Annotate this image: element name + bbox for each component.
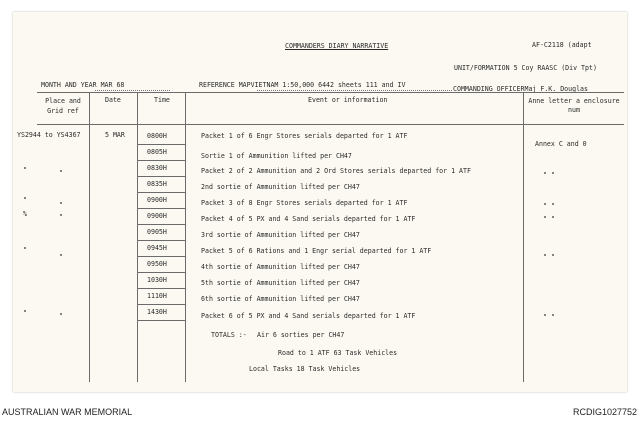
row-date: " [59, 312, 63, 320]
row-event: Packet 3 of 8 Engr Stores serials departed for 1 ATF [201, 199, 408, 207]
row-time: 0900H [147, 212, 167, 220]
row-event: 3rd sortie of Ammunition lifted per CH47 [201, 231, 360, 239]
row-event: 4th sortie of Ammunition lifted per CH47 [201, 263, 360, 271]
row-time: 1430H [147, 308, 167, 316]
col-header-time: Time [154, 96, 170, 104]
row-annex: " " [543, 313, 555, 321]
row-place: " [23, 246, 27, 254]
co-label: COMMANDING OFFICER [453, 85, 525, 93]
row-place: % [23, 210, 27, 218]
row-time: 0950H [147, 260, 167, 268]
col-header-place: Place and Grid ref [45, 97, 81, 115]
map-value: VIETNAM 1:50,000 6442 sheets 111 and IV [250, 81, 406, 89]
month-underline [95, 90, 170, 91]
map-label: REFERENCE MAP [199, 81, 251, 89]
row-time: 0805H [147, 148, 167, 156]
row-event: Packet 4 of 5 PX and 4 Sand serials departed for 1 ATF [201, 215, 416, 223]
col-header-event: Event or information [308, 96, 388, 104]
month-year [41, 81, 124, 89]
totals-label: TOTALS :- [211, 331, 247, 339]
co-value: Maj F.K. Douglas [524, 85, 588, 93]
row-annex: " " [543, 171, 555, 179]
row-time: 0830H [147, 164, 167, 172]
col-divider-date [137, 92, 138, 382]
row-annex: " " [543, 253, 555, 261]
row-date: " [59, 201, 63, 209]
row-event: Sortie 1 of Ammunition lifted per CH47 [201, 152, 352, 160]
time-rule [137, 288, 185, 289]
unit-formation [454, 64, 597, 72]
table-top-rule [37, 92, 624, 93]
row-place: YS2944 to YS4367 [17, 131, 81, 139]
row-event: 2nd sortie of Ammunition lifted per CH47 [201, 183, 360, 191]
time-rule [137, 192, 185, 193]
row-annex: Annex C and 0 [535, 140, 587, 148]
col-header-annex: Anne letter a enclosure num [528, 97, 620, 114]
table-header-rule [37, 124, 624, 125]
row-time: 0945H [147, 244, 167, 252]
unit-value: 5 Coy RAASC (Div Tpt) [513, 64, 597, 72]
unit-label: UNIT/FORMATION [454, 64, 510, 72]
time-rule [137, 272, 185, 273]
row-annex: " " [543, 215, 555, 223]
time-rule [137, 176, 185, 177]
row-date: " [59, 253, 63, 261]
row-time: 1030H [147, 276, 167, 284]
archive-credit: AUSTRALIAN WAR MEMORIAL [2, 407, 133, 417]
time-rule [137, 224, 185, 225]
time-rule [137, 144, 185, 145]
time-rule [137, 320, 185, 321]
reference-map [199, 81, 405, 89]
time-rule [137, 256, 185, 257]
totals-road: Road to 1 ATF 63 Task Vehicles [278, 349, 398, 357]
row-event: 6th sortie of Ammunition lifted per CH47 [201, 295, 360, 303]
row-event: Packet 2 of 2 Ammunition and 2 Ord Stores serials departed for 1 ATF [201, 167, 471, 175]
col-divider-time [185, 92, 186, 382]
row-time: 0835H [147, 180, 167, 188]
row-time: 1110H [147, 292, 167, 300]
row-event: Packet 5 of 6 Rations and 1 Engr serial departed for 1 ATF [201, 247, 432, 255]
col-divider-place [89, 92, 90, 382]
row-event: Packet 6 of 5 PX and 4 Sand serials departed for 1 ATF [201, 312, 416, 320]
col-divider-event [523, 92, 524, 382]
time-rule [137, 240, 185, 241]
row-time: 0800H [147, 132, 167, 140]
totals-local: Local Tasks 18 Task Vehicles [249, 365, 361, 373]
month-value: MAR 68 [100, 81, 125, 89]
time-rule [137, 304, 185, 305]
row-time: 0900H [147, 196, 167, 204]
row-place: " [23, 196, 27, 204]
row-event: Packet 1 of 6 Engr Stores serials departed for 1 ATF [201, 132, 408, 140]
month-label: MONTH AND YEAR [41, 81, 97, 89]
row-date: " [59, 169, 63, 177]
diary-sheet [13, 12, 627, 392]
row-annex: " " [543, 202, 555, 210]
document-title: COMMANDERS DIARY NARRATIVE [285, 42, 389, 50]
time-rule [137, 160, 185, 161]
row-date: " [59, 213, 63, 221]
col-header-date: Date [105, 96, 121, 104]
map-underline [257, 90, 452, 91]
row-place: " [23, 309, 27, 317]
row-date: 5 MAR [105, 131, 125, 139]
row-event: 5th sortie of Ammunition lifted per CH47 [201, 279, 360, 287]
archive-id: RCDIG1027752 [572, 407, 637, 417]
totals-air: Air 6 sorties per CH47 [257, 331, 345, 339]
form-reference: AF-C2118 (adapt [532, 41, 592, 49]
time-rule [137, 208, 185, 209]
row-time: 0905H [147, 228, 167, 236]
row-place: " [23, 166, 27, 174]
